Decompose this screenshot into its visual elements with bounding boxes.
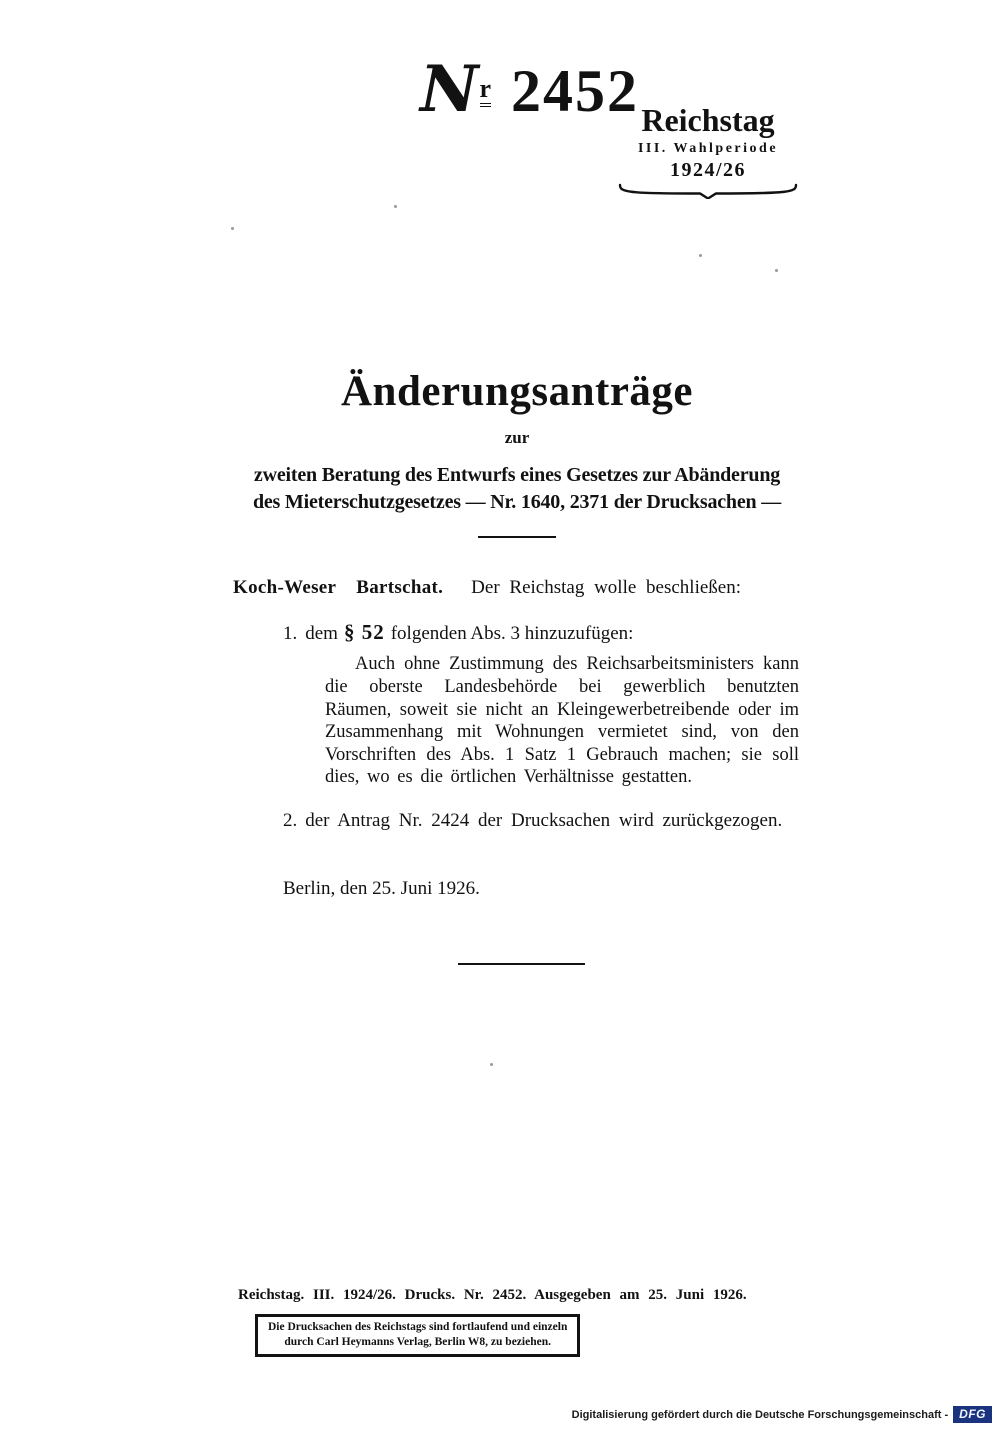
session-years: 1924/26 bbox=[669, 158, 747, 181]
digitization-note: Digitalisierung gefördert durch die Deutsche Forschungsgemeinschaft - bbox=[571, 1408, 949, 1421]
motion-item-1 bbox=[233, 620, 801, 645]
mover-name: Bartschat. bbox=[356, 577, 444, 599]
dateline: Berlin, den 25. Juni 1926. bbox=[283, 877, 480, 899]
numero-sign-r: r bbox=[480, 74, 492, 107]
publisher-box bbox=[255, 1314, 580, 1357]
scan-speck bbox=[699, 254, 702, 257]
digitization-credit bbox=[572, 1406, 992, 1423]
item-text: folgenden Abs. 3 hinzuzufügen: bbox=[390, 623, 634, 645]
scan-speck bbox=[394, 205, 397, 208]
scan-speck bbox=[775, 269, 778, 272]
document-number-value: 2452 bbox=[511, 58, 640, 124]
brace-rule bbox=[617, 183, 799, 199]
item-text: der Antrag Nr. 2424 der Drucksachen wird zurückgezogen. bbox=[305, 809, 783, 831]
institution-name: Reichstag bbox=[641, 102, 775, 138]
scan-speck bbox=[231, 227, 234, 230]
divider-rule bbox=[478, 536, 556, 538]
title-connector: zur bbox=[504, 428, 530, 448]
mover-name: Koch-Weser bbox=[233, 577, 337, 599]
publisher-box-line-2: durch Carl Heymanns Verlag, Berlin W8, zu beziehen. bbox=[284, 1335, 551, 1348]
subject-line-1: zweiten Beratung des Entwurfs eines Gesetzes zur Abänderung bbox=[253, 464, 781, 487]
imprint-line: Reichstag. III. 1924/26. Drucks. Nr. 2452. Ausgegeben am 25. Juni 1926. bbox=[238, 1287, 747, 1303]
document-number bbox=[420, 52, 639, 127]
motion-item-2 bbox=[233, 810, 801, 832]
numero-sign: N bbox=[420, 52, 479, 127]
closing-rule bbox=[458, 963, 585, 965]
motion-line bbox=[233, 577, 801, 599]
document-body bbox=[233, 368, 801, 900]
section-reference: § 52 bbox=[343, 620, 385, 645]
masthead bbox=[612, 104, 804, 199]
scan-speck bbox=[490, 1063, 493, 1066]
dfg-logo: DFG bbox=[953, 1406, 992, 1423]
resolution-intro: Der Reichstag wolle beschließen: bbox=[471, 577, 742, 599]
document-title: Änderungsanträge bbox=[340, 368, 694, 415]
subject-line bbox=[233, 462, 801, 515]
item-number: 1. bbox=[283, 623, 298, 645]
item-number: 2. bbox=[283, 809, 298, 831]
amendment-paragraph: Auch ohne Zustimmung des Reichsarbeitsministers kann die oberste Landesbehörde bei gewerblich benutzten Räumen, soweit sie nicht an Kleingewerbetreibende oder im Zusammenhang mit Wohnungen vermietet sind, von den Vorschriften des Abs. 1 Satz 1 Gebrauch machen; sie soll dies, wo es die örtlichen Verhältnisse gestatten. bbox=[325, 654, 799, 788]
publisher-box-line-1: Die Drucksachen des Reichstags sind fortlaufend und einzeln bbox=[268, 1321, 568, 1333]
item-text: dem bbox=[305, 623, 338, 645]
subject-line-2: des Mieterschutzgesetzes — Nr. 1640, 2371 der Drucksachen — bbox=[252, 490, 782, 513]
election-period: III. Wahlperiode bbox=[637, 140, 779, 156]
